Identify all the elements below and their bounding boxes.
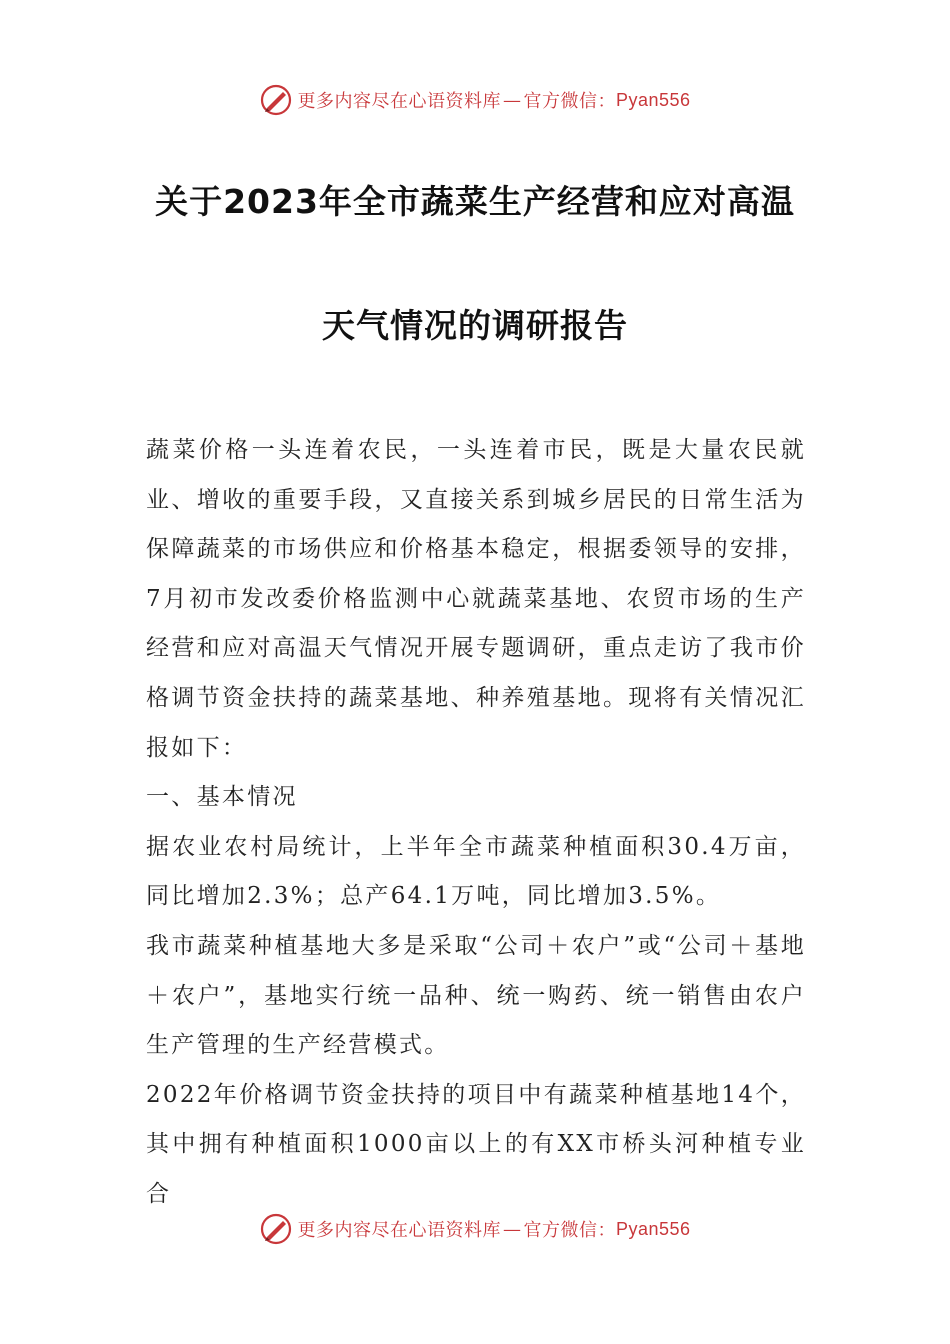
paragraph-statistics: 据农业农村局统计，上半年全市蔬菜种植面积30.4万亩，同比增加2.3%；总产64.1万吨，同比增加3.5%。 [146, 833, 806, 910]
watermark-site-text: 更多内容尽在心语资料库 [297, 91, 501, 112]
watermark-wechat-id: Pyan556 [615, 89, 691, 110]
section-heading-basic-situation: 一、基本情况 [146, 784, 298, 811]
watermark-separator: — [502, 89, 522, 111]
watermark-official-label: 官方微信： [523, 91, 616, 112]
document-title-line-1: 关于2023年全市蔬菜生产经营和应对高温 [155, 182, 795, 221]
watermark-official-label: 官方微信： [523, 1220, 616, 1241]
paragraph-intro: 蔬菜价格一头连着农民，一头连着市民，既是大量农民就业、增收的重要手段，又直接关系到城乡居民的日常生活为保障蔬菜的市场供应和价格基本稳定，根据委领导的安排，7月初市发改委价格监测中心就蔬菜基地、农贸市场的生产经营和应对高温天气情况开展专题调研，重点走访了我市价格调节资金扶持的蔬菜基地、种养殖基地。现将有关情况汇报如下： [146, 437, 806, 761]
paragraph-business-model: 我市蔬菜种植基地大多是采取“公司＋农户”或“公司＋基地＋农户”，基地实行统一品种、统一购药、统一销售由农户生产管理的生产经营模式。 [146, 932, 806, 1059]
document-body [146, 426, 806, 1220]
pen-logo-icon [259, 83, 293, 117]
watermark-site-text: 更多内容尽在心语资料库 [297, 1220, 501, 1241]
watermark-wechat-id: Pyan556 [615, 1218, 691, 1239]
watermark-banner-top [0, 80, 950, 120]
watermark-banner-bottom [0, 1209, 950, 1249]
watermark-separator: — [502, 1218, 522, 1240]
paragraph-funded-projects: 2022年价格调节资金扶持的项目中有蔬菜种植基地14个，其中拥有种植面积1000亩以上的有XX市桥头河种植专业合 [146, 1081, 806, 1207]
pen-logo-icon [259, 1212, 293, 1246]
document-title-line-2: 天气情况的调研报告 [322, 306, 628, 345]
